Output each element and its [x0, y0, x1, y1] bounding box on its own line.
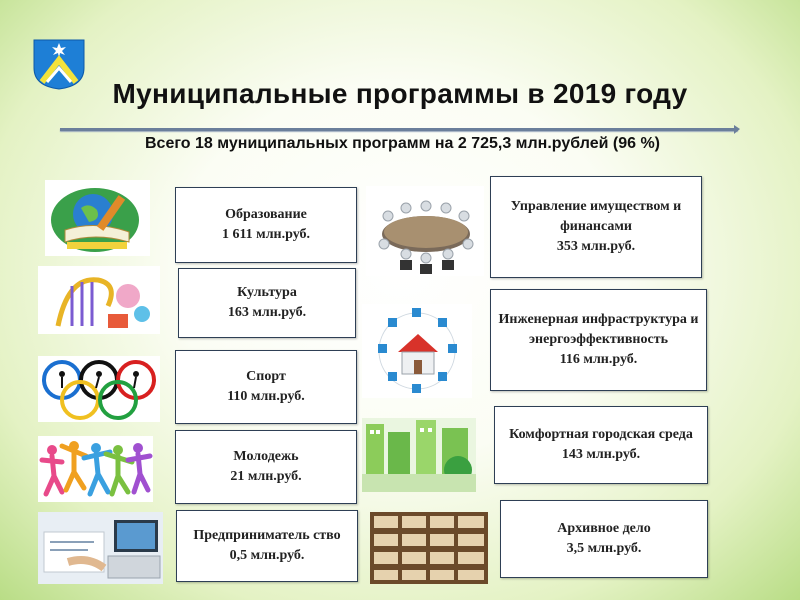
program-amount: 110 млн.руб.	[227, 389, 305, 404]
program-name: Предприниматель ство	[193, 528, 341, 543]
archive-shelves-icon	[370, 512, 488, 584]
program-card-engineering[interactable]	[490, 289, 707, 391]
smart-house-icon	[362, 304, 472, 398]
program-card-business[interactable]	[176, 510, 358, 582]
title-divider	[60, 128, 738, 131]
program-card-property-finance[interactable]	[490, 176, 702, 278]
program-amount: 353 млн.руб.	[556, 239, 636, 254]
program-card-youth[interactable]	[175, 430, 357, 504]
program-amount: 3,5 млн.руб.	[566, 541, 642, 556]
city-park-icon	[362, 418, 476, 492]
program-name: Культура	[237, 285, 297, 300]
program-amount: 0,5 млн.руб.	[229, 548, 305, 563]
page-title: Муниципальные программы в 2019 году	[112, 78, 688, 109]
program-amount: 21 млн.руб.	[230, 469, 302, 484]
program-amount: 116 млн.руб.	[559, 352, 638, 367]
culture-icon	[38, 266, 160, 334]
program-card-urban-environment[interactable]	[494, 406, 708, 484]
program-name: Образование	[225, 207, 307, 222]
program-amount: 1 611 млн.руб.	[221, 227, 311, 242]
program-name: Спорт	[246, 369, 286, 384]
program-card-education[interactable]	[175, 187, 357, 263]
program-name: Инженерная инфраструктура и энергоэффективность	[498, 312, 699, 347]
program-card-culture[interactable]	[178, 268, 356, 338]
program-card-sport[interactable]	[175, 350, 357, 424]
programs-summary: Всего 18 муниципальных программ на 2 725,3 млн.рублей (96 %)	[144, 135, 660, 152]
program-name: Молодежь	[233, 449, 299, 464]
program-amount: 163 млн.руб.	[227, 305, 307, 320]
education-icon	[45, 180, 150, 256]
olympic-rings-icon	[38, 356, 160, 422]
program-amount: 143 млн.руб.	[561, 447, 641, 462]
program-name: Комфортная городская среда	[509, 427, 693, 442]
meeting-table-icon	[366, 186, 484, 276]
program-card-archive[interactable]	[500, 500, 708, 578]
program-name: Управление имуществом и финансами	[510, 199, 682, 234]
business-icon	[38, 512, 163, 584]
youth-icon	[38, 436, 153, 502]
program-name: Архивное дело	[557, 521, 651, 536]
